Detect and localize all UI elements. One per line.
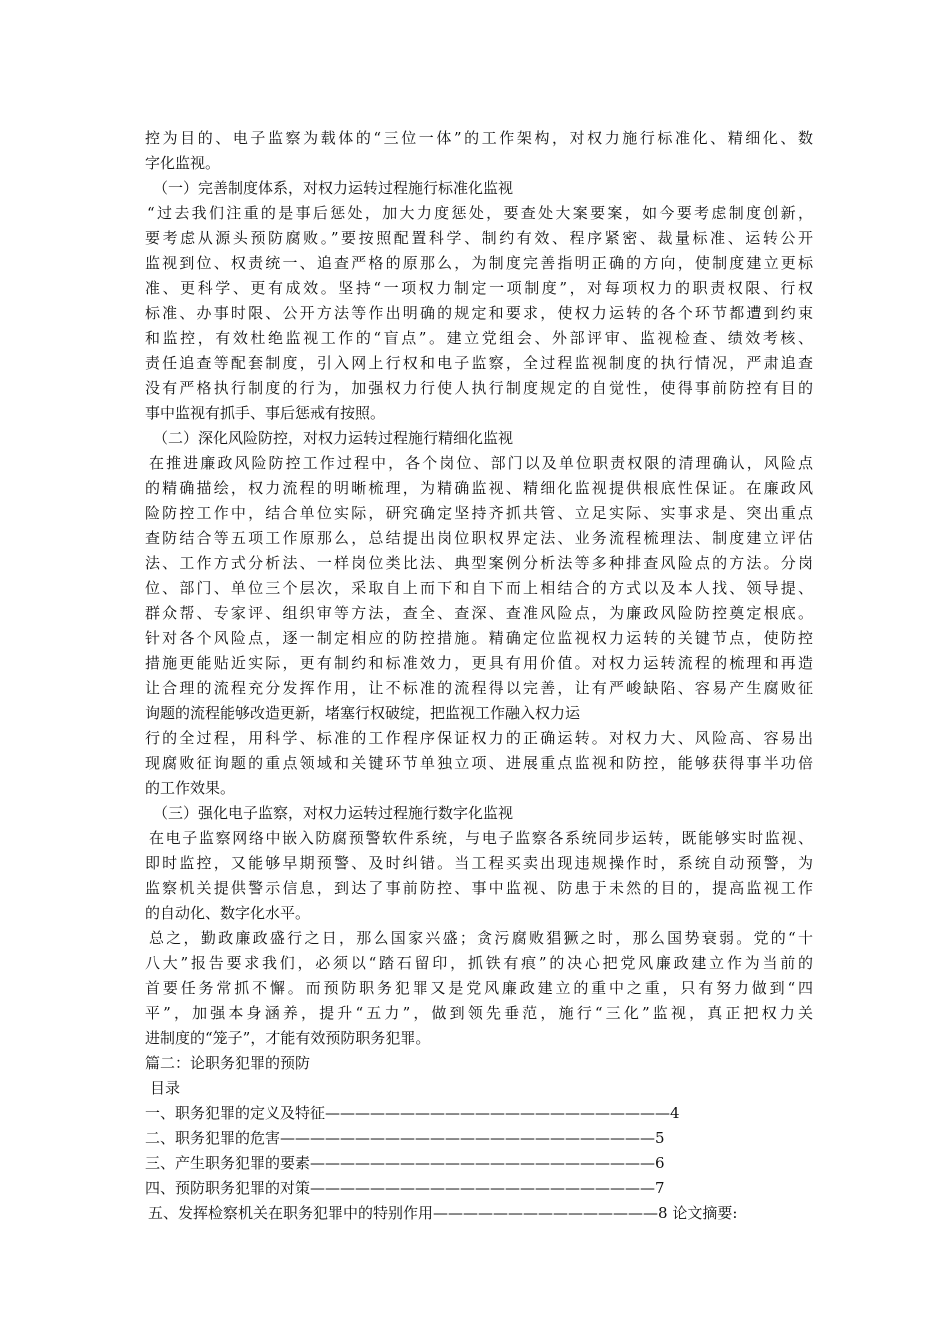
text-line: 篇二：论职务犯罪的预防 (145, 1054, 311, 1072)
text-line: 事中监视有抓手、事后惩戒有按照。 (145, 404, 386, 422)
text-line: 没有严格执行制度的行为，加强权力行使人执行制度规定的自觉性，使得事前防控有目的 (145, 379, 813, 397)
text-line: 查防结合等五项工作原那么，总结提出岗位职权界定法、业务流程梳理法、制度建立评估 (145, 529, 813, 547)
text-line: 监察机关提供警示信息，到达了事前防控、事中监视、防患于未然的目的，提高监视工作 (145, 879, 813, 897)
text-line: 询题的流程能够改造更新，堵塞行权破绽，把监视工作融入权力运 (145, 704, 581, 722)
text-line: 目录 (150, 1079, 181, 1097)
text-line: 的工作效果。 (145, 779, 236, 797)
text-line: 准、更科学、更有成效。坚持“一项权力制定一项制度”，对每项权力的职责权限、行权 (145, 279, 813, 297)
text-line: 责任追查等配套制度，引入网上行权和电子监察，全过程监视制度的执行情况，严肃追查 (145, 354, 813, 372)
text-line: 在推进廉政风险防控工作过程中，各个岗位、部门以及单位职责权限的清理确认，风险点 (149, 454, 813, 472)
text-line: 在电子监察网络中嵌入防腐预警软件系统，与电子监察各系统同步运转，既能够实时监视、 (149, 829, 813, 847)
text-line: 三、产生职务犯罪的要素———————————————————————6 (145, 1154, 665, 1172)
text-line: （二）深化风险防控，对权力运转过程施行精细化监视 (153, 429, 514, 447)
text-line: 的自动化、数字化水平。 (145, 904, 311, 922)
text-line: 和监控，有效杜绝监视工作的“盲点”。建立党组会、外部评审、监视检查、绩效考核、 (145, 329, 813, 347)
text-line: （一）完善制度体系，对权力运转过程施行标准化监视 (153, 179, 514, 197)
text-line: 字化监视。 (145, 154, 221, 172)
text-line: 针对各个风险点，逐一制定相应的防控措施。精确定位监视权力运转的关键节点，使防控 (145, 629, 813, 647)
text-line: 让合理的流程充分发挥作用，让不标准的流程得以完善，让有严峻缺陷、容易产生腐败征 (145, 679, 813, 697)
text-line: 总之，勤政廉政盛行之日，那么国家兴盛；贪污腐败猖獗之时，那么国势衰弱。党的“十 (149, 929, 813, 947)
text-line: 八大”报告要求我们，必须以“踏石留印，抓铁有痕”的决心把党风廉政建立作为当前的 (145, 954, 813, 972)
text-line: 险防控工作中，结合单位实际，研究确定坚持齐抓共管、立足实际、实事求是、突出重点 (145, 504, 813, 522)
text-line: 标准、办事时限、公开方法等作出明确的规定和要求，使权力运转的各个环节都遭到约束 (145, 304, 813, 322)
text-line: 控为目的、电子监察为载体的“三位一体”的工作架构，对权力施行标准化、精细化、数 (145, 129, 813, 147)
text-line: 即时监控，又能够早期预警、及时纠错。当工程买卖出现违规操作时，系统自动预警，为 (145, 854, 813, 872)
text-line: 五、发挥检察机关在职务犯罪中的特别作用———————————————8 论文摘要: (148, 1204, 738, 1222)
text-line: 现腐败征询题的重点领域和关键环节单独立项、进展重点监视和防控，能够获得事半功倍 (145, 754, 813, 772)
text-line: 位、部门、单位三个层次，采取自上而下和自下而上相结合的方式以及本人找、领导提、 (145, 579, 813, 597)
text-line: 法、工作方式分析法、一样岗位类比法、典型案例分析法等多种排查风险点的方法。分岗 (145, 554, 813, 572)
text-line: 的精确描绘，权力流程的明晰梳理，为精确监视、精细化监视提供根底性保证。在廉政风 (145, 479, 813, 497)
text-line: 行的全过程，用科学、标准的工作程序保证权力的正确运转。对权力大、风险高、容易出 (145, 729, 813, 747)
text-line: 措施更能贴近实际，更有制约和标准效力，更具有用价值。对权力运转流程的梳理和再造 (145, 654, 813, 672)
text-line: 首要任务常抓不懈。而预防职务犯罪又是党风廉政建立的重中之重，只有努力做到“四 (145, 979, 813, 997)
text-line: 要考虑从源头预防腐败。”要按照配置科学、制约有效、程序紧密、裁量标准、运转公开 (145, 229, 813, 247)
text-line: 平”，加强本身涵养，提升“五力”，做到领先垂范，施行“三化”监视，真正把权力关 (145, 1004, 813, 1022)
text-line: 四、预防职务犯罪的对策———————————————————————7 (145, 1179, 665, 1197)
text-line: 群众帮、专家评、组织审等方法，查全、查深、查准风险点，为廉政风险防控奠定根底。 (145, 604, 813, 622)
text-line: 二、职务犯罪的危害—————————————————————————5 (145, 1129, 665, 1147)
text-line: 一、职务犯罪的定义及特征———————————————————————4 (145, 1104, 680, 1122)
text-line: 进制度的“笼子”，才能有效预防职务犯罪。 (145, 1029, 431, 1047)
text-line: “过去我们注重的是事后惩处，加大力度惩处，要查处大案要案，如今要考虑制度创新， (147, 204, 813, 222)
text-line: 监视到位、权责统一、追查严格的原那么，为制度完善指明正确的方向，使制度建立更标 (145, 254, 813, 272)
text-line: （三）强化电子监察，对权力运转过程施行数字化监视 (153, 804, 514, 822)
